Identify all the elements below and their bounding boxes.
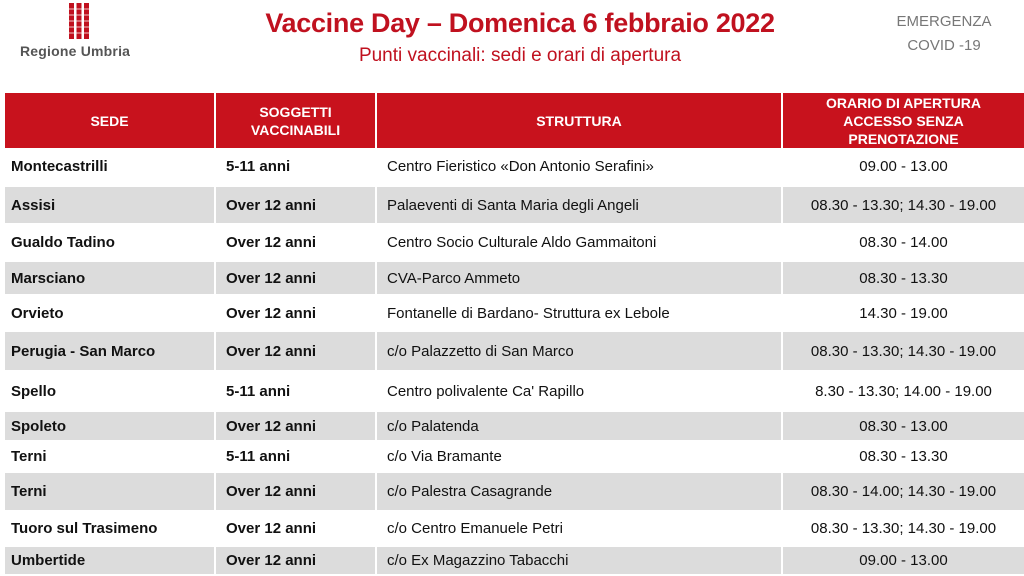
cell-struttura: c/o Ex Magazzino Tabacchi bbox=[376, 546, 782, 575]
cell-struttura: Fontanelle di Bardano- Struttura ex Lebole bbox=[376, 295, 782, 331]
cell-orario: 8.30 - 13.30; 14.00 - 19.00 bbox=[782, 371, 1024, 411]
cell-soggetti: Over 12 anni bbox=[215, 546, 376, 575]
header-orario bbox=[782, 93, 1024, 148]
header-soggetti-line1: SOGGETTI bbox=[259, 103, 332, 120]
regione-umbria-ceri-logo-icon bbox=[68, 2, 90, 40]
page-subtitle: Punti vaccinali: sedi e orari di apertura bbox=[358, 45, 682, 66]
table-row bbox=[5, 511, 1024, 546]
cell-orario: 08.30 - 13.30; 14.30 - 19.00 bbox=[782, 331, 1024, 371]
cell-soggetti: 5-11 anni bbox=[215, 148, 376, 186]
cell-struttura: CVA-Parco Ammeto bbox=[376, 261, 782, 295]
cell-sede: Assisi bbox=[5, 186, 215, 224]
header-orario-line2: ACCESSO SENZA PRENOTAZIONE bbox=[843, 112, 964, 147]
cell-soggetti: Over 12 anni bbox=[215, 411, 376, 441]
cell-struttura: c/o Palestra Casagrande bbox=[376, 472, 782, 511]
cell-sede: Terni bbox=[5, 472, 215, 511]
cell-sede: Spello bbox=[5, 371, 215, 411]
header-struttura: STRUTTURA bbox=[376, 93, 782, 148]
table-row bbox=[5, 224, 1024, 261]
header-soggetti-line2: VACCINABILI bbox=[250, 121, 341, 138]
cell-orario: 08.30 - 13.30; 14.30 - 19.00 bbox=[782, 511, 1024, 546]
cell-sede: Montecastrilli bbox=[5, 148, 215, 186]
cell-orario: 08.30 - 13.30; 14.30 - 19.00 bbox=[782, 186, 1024, 224]
cell-struttura: Palaeventi di Santa Maria degli Angeli bbox=[376, 186, 782, 224]
vaccination-sites-table bbox=[5, 93, 1024, 576]
cell-sede: Marsciano bbox=[5, 261, 215, 295]
cell-struttura: c/o Centro Emanuele Petri bbox=[376, 511, 782, 546]
cell-orario: 08.30 - 14.00 bbox=[782, 224, 1024, 261]
cell-sede: Umbertide bbox=[5, 546, 215, 575]
cell-orario: 14.30 - 19.00 bbox=[782, 295, 1024, 331]
logo-text: Regione Umbria bbox=[20, 43, 131, 59]
cell-soggetti: Over 12 anni bbox=[215, 511, 376, 546]
emergency-label bbox=[884, 10, 1004, 58]
cell-orario: 08.30 - 13.30 bbox=[782, 441, 1024, 472]
table-row bbox=[5, 371, 1024, 411]
region-logo bbox=[20, 2, 140, 62]
cell-sede: Spoleto bbox=[5, 411, 215, 441]
cell-struttura: c/o Palatenda bbox=[376, 411, 782, 441]
page-title: Vaccine Day – Domenica 6 febbraio 2022 bbox=[265, 8, 775, 38]
table-row bbox=[5, 411, 1024, 441]
table-header-row bbox=[5, 93, 1024, 148]
cell-struttura: c/o Via Bramante bbox=[376, 441, 782, 472]
cell-soggetti: Over 12 anni bbox=[215, 186, 376, 224]
cell-sede: Terni bbox=[5, 441, 215, 472]
cell-sede: Tuoro sul Trasimeno bbox=[5, 511, 215, 546]
cell-sede: Perugia - San Marco bbox=[5, 331, 215, 371]
emergency-line-2: COVID -19 bbox=[907, 37, 981, 54]
table-row bbox=[5, 546, 1024, 575]
header-orario-line1: ORARIO DI APERTURA bbox=[825, 94, 982, 111]
header-soggetti bbox=[215, 93, 376, 148]
cell-soggetti: Over 12 anni bbox=[215, 472, 376, 511]
table-row bbox=[5, 472, 1024, 511]
table-row bbox=[5, 261, 1024, 295]
cell-sede: Orvieto bbox=[5, 295, 215, 331]
cell-struttura: c/o Palazzetto di San Marco bbox=[376, 331, 782, 371]
cell-struttura: Centro Fieristico «Don Antonio Serafini» bbox=[376, 148, 782, 186]
cell-soggetti: 5-11 anni bbox=[215, 371, 376, 411]
cell-soggetti: Over 12 anni bbox=[215, 261, 376, 295]
header-sede: SEDE bbox=[5, 93, 215, 148]
table-row bbox=[5, 331, 1024, 371]
table-row bbox=[5, 148, 1024, 186]
cell-soggetti: Over 12 anni bbox=[215, 331, 376, 371]
cell-sede: Gualdo Tadino bbox=[5, 224, 215, 261]
cell-struttura: Centro Socio Culturale Aldo Gammaitoni bbox=[376, 224, 782, 261]
cell-soggetti: 5-11 anni bbox=[215, 441, 376, 472]
table-row bbox=[5, 186, 1024, 224]
cell-orario: 09.00 - 13.00 bbox=[782, 148, 1024, 186]
cell-orario: 08.30 - 14.00; 14.30 - 19.00 bbox=[782, 472, 1024, 511]
cell-orario: 09.00 - 13.00 bbox=[782, 546, 1024, 575]
cell-soggetti: Over 12 anni bbox=[215, 295, 376, 331]
table-row bbox=[5, 441, 1024, 472]
table-row bbox=[5, 295, 1024, 331]
cell-orario: 08.30 - 13.00 bbox=[782, 411, 1024, 441]
cell-struttura: Centro polivalente Ca' Rapillo bbox=[376, 371, 782, 411]
emergency-line-1: EMERGENZA bbox=[896, 13, 992, 30]
cell-soggetti: Over 12 anni bbox=[215, 224, 376, 261]
cell-orario: 08.30 - 13.30 bbox=[782, 261, 1024, 295]
